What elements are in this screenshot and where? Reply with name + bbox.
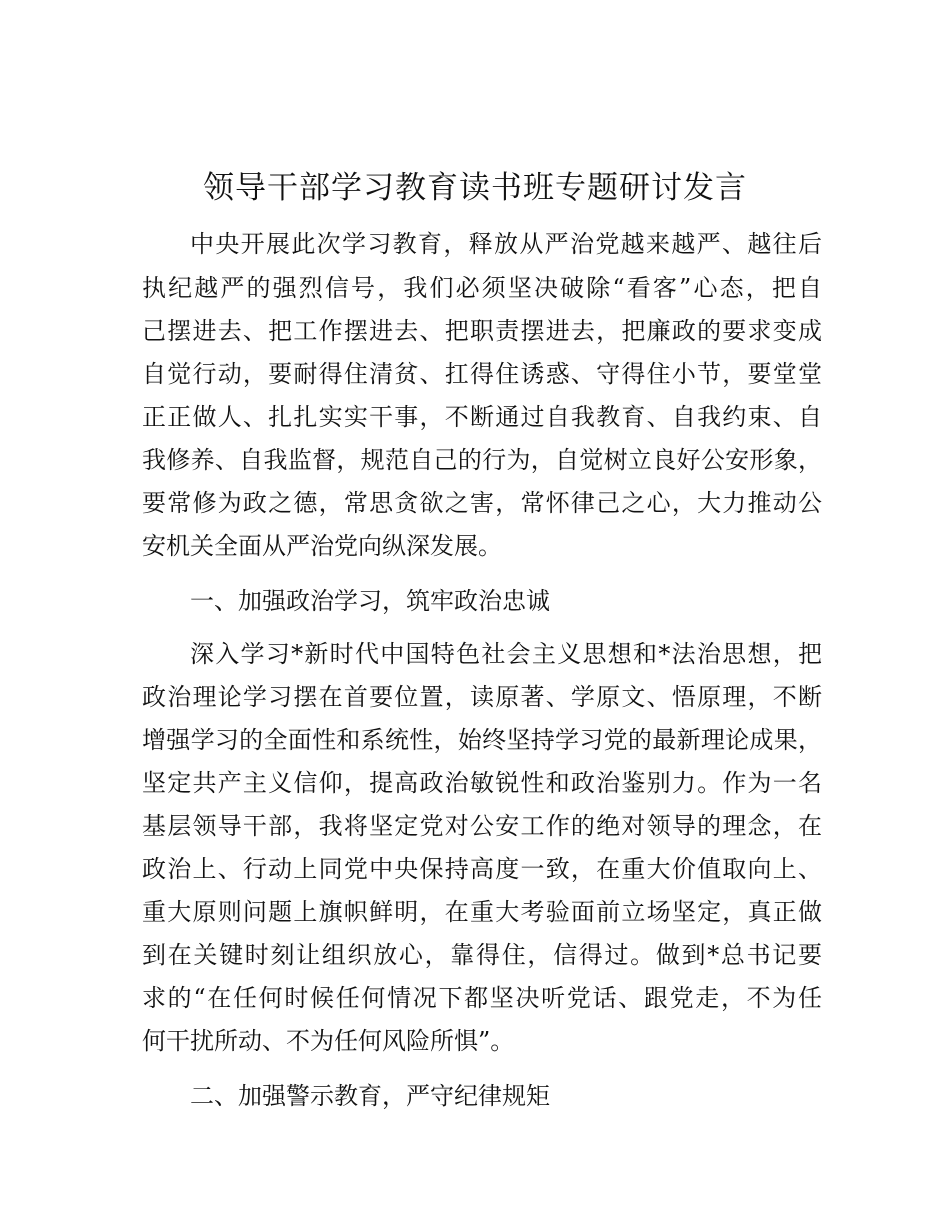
section1-line: 增强学习的全面性和系统性，始终坚持学习党的最新理论成果， (142, 726, 822, 754)
section-heading-2: 二、加强警示教育，严守纪律规矩 (190, 1082, 550, 1110)
intro-line: 安机关全面从严治党向纵深发展。 (142, 532, 502, 560)
section1-line: 深入学习*新时代中国特色社会主义思想和*法治思想，把 (190, 640, 822, 668)
section1-line: 到在关键时刻让组织放心，靠得住，信得过。做到*总书记要 (142, 941, 822, 969)
section-heading-1: 一、加强政治学习，筑牢政治忠诚 (190, 587, 550, 615)
intro-line: 要常修为政之德，常思贪欲之害，常怀律己之心，大力推动公 (142, 489, 822, 517)
section1-line: 政治理论学习摆在首要位置，读原著、学原文、悟原理，不断 (142, 683, 822, 711)
section1-line: 政治上、行动上同党中央保持高度一致，在重大价值取向上、 (142, 855, 822, 883)
section1-line: 坚定共产主义信仰，提高政治敏锐性和政治鉴别力。作为一名 (142, 769, 822, 797)
document-title: 领导干部学习教育读书班专题研讨发言 (203, 170, 747, 206)
section1-line: 求的“在任何时候任何情况下都坚决听党话、跟党走，不为任 (142, 984, 822, 1012)
section1-line: 重大原则问题上旗帜鲜明，在重大考验面前立场坚定，真正做 (142, 898, 822, 926)
intro-line: 己摆进去、把工作摆进去、把职责摆进去，把廉政的要求变成 (142, 317, 822, 345)
intro-line: 中央开展此次学习教育，释放从严治党越来越严、越往后 (190, 230, 822, 258)
intro-line: 执纪越严的强烈信号，我们必须坚决破除“看客”心态，把自 (142, 274, 822, 302)
intro-line: 我修养、自我监督，规范自己的行为，自觉树立良好公安形象， (142, 446, 822, 474)
intro-line: 正正做人、扎扎实实干事，不断通过自我教育、自我约束、自 (142, 403, 822, 431)
intro-line: 自觉行动，要耐得住清贫、扛得住诱惑、守得住小节，要堂堂 (142, 360, 822, 388)
section1-line: 基层领导干部，我将坚定党对公安工作的绝对领导的理念，在 (142, 812, 822, 840)
section1-line: 何干扰所动、不为任何风险所惧”。 (142, 1027, 515, 1055)
